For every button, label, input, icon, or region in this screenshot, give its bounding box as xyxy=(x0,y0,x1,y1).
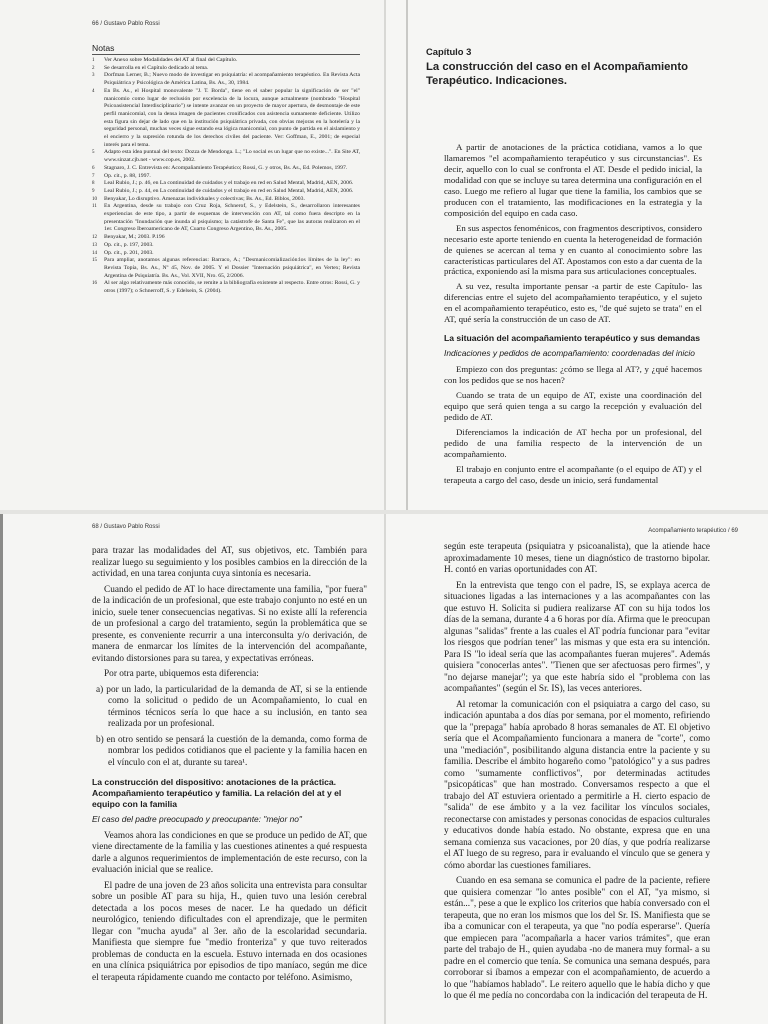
running-header: 66 / Gustavo Pablo Rossi xyxy=(92,21,160,27)
note-number: 7 xyxy=(92,173,95,179)
body-paragraph: A su vez, resulta importante pensar -a partir de este Capítulo- las diferencias entre el sujeto del acompañamiento terapéutico, y el sujeto en el acompañamiento terapéutico, esto es, "de qué sujeto se trata" en el AT, qué sería la construcción de un caso de AT. xyxy=(444,281,702,325)
note-text: Para ampliar, anotamos algunas referencias: Barraco, A.; "Desmanicomialización:los límites de la ley": en Revista Topía, Bs. As., Nº 45, Nov. de 2005. Y el Dossier "Internación psiquiátrica", en Vertex; Revista Argentina de Psiquiatría. Bs. As., Vol. XVII, Nro. 65, 2/2006. xyxy=(104,257,360,279)
body-paragraph: Diferenciamos la indicación de AT hecha por un profesional, del pedido de una familia respecto de la intervención de un acompañamiento. xyxy=(444,426,702,459)
note-text: Op. cit., p. 197, 2003. xyxy=(104,241,154,248)
note-number: 6 xyxy=(92,165,95,171)
body-paragraph: En sus aspectos fenoménicos, con fragmentos descriptivos, considero necesario este aporte teniendo en cuenta la heterogeneidad de formación de quienes se acercan al tema y en cuanto al conocimiento sobre las características particulares del AT. Apostamos con esto a dar cuenta de la práctica, exponiendo así la misma para sus articulaciones conceptuales. xyxy=(444,222,702,277)
running-header: Acompañamiento terapéutico / 69 xyxy=(648,528,738,534)
note-number: 1 xyxy=(92,58,95,63)
note-text: Leal Rubio, J.; p. 46, en La continuidad de cuidados y el trabajo en red en Salud Mental, Madrid, AEN, 2006. xyxy=(104,180,354,187)
note-number: 13 xyxy=(92,242,97,248)
scan-edge xyxy=(0,514,3,1024)
chapter-title: La construcción del caso en el Acompañamiento Terapéutico. Indicaciones. xyxy=(426,61,688,87)
note-text: Stagnaro, J. C. Entrevista en: Acompañamiento Terapéutico; Rossi, G. y otros, Bs. As., Ed. Polemos, 1997. xyxy=(104,164,348,171)
note-number: 4 xyxy=(92,88,95,94)
note-text: En Argentina, desde su trabajo con Cruz Roja, Schnerof, S., y Edelstein, S., desarrollaron interesantes experiencias de este tipo, a partir de esquemas de intervención con AT, tal como fuera descripto en la presentación "Inundación que inunda al psiquismo; la catástrofe de Santa Fe", que las autoras realizaron en el 1er. Congreso Iberoamericano de AT, Cuarto Congreso Argentino, Bs. As., 2005. xyxy=(104,203,360,233)
note-text: Al ser algo relativamente más conocido, se remite a la bibliografía existente al respecto. Entre otros: Rossi, G. y otros (1997); o Schnerroff, S. y Edelsein, S. (2004). xyxy=(104,280,360,295)
note-item xyxy=(92,234,360,242)
note-number: 8 xyxy=(92,181,95,187)
note-number: 2 xyxy=(92,65,95,71)
list-item: a) por un lado, la particularidad de la demanda de AT, si se la entiende como la solicitud o pedido de un Acompañamiento, lo cual en términos técnicos sería lo que hace a su inclusión, en tanto sea realizada por un profesional. xyxy=(96,684,367,729)
scan-edge xyxy=(406,0,408,510)
body-paragraph: El padre de una joven de 23 años solicita una entrevista para consultar sobre un posible AT para su hija, H., quien tuvo una lesión cerebral detectada a los pocos meses de nacer. Le ha quedado un déficit neurológico, teniendo dificultades con el aprendizaje, que le permiten llegar con "mucha ayuda" al 3er. año de la escolaridad secundaria. Manifiesta que siempre fue "medio fronteriza" y que tuvo reiterados problemas de conducta en la escuela. Estuvo internada en dos ocasiones en una clínica psiquiátrica por episodios de tipo maníaco, según me dice el terapeuta rápidamente cuando me contacto por teléfono. Asimismo, xyxy=(92,880,367,983)
page-67-body xyxy=(444,142,702,490)
note-number: 12 xyxy=(92,235,97,241)
note-item xyxy=(92,149,360,164)
note-number: 16 xyxy=(92,281,97,287)
body-paragraph: En la entrevista que tengo con el padre, IS, se explaya acerca de situaciones ligadas a las internaciones y a las acompañantes con las que estuvo H. Solicita si pudiera realizarse AT con su hija todos los días de la semana, durante 4 a 6 horas por día. Afirma que le preocupan algunas "salidas" frente a las cuales el AT podría funcionar para "evitar los riesgos que podrían tener" las mismas y que esta era su intención. Para IS "lo ideal sería que las acompañantes fueran mujeres". Además quisiera "conocerlas antes". "Tienen que ser afectuosas pero firmes", y "no dejarse manejar"; ya que este habría sido el "problema con las acompañantes" (según el Sr. IS), las veces anteriores. xyxy=(444,580,710,694)
note-item xyxy=(92,165,360,173)
note-item xyxy=(92,173,360,181)
note-item xyxy=(92,180,360,188)
note-item xyxy=(92,280,360,295)
chapter-heading xyxy=(426,46,726,88)
section-subheading: El caso del padre preocupado y preocupante: "mejor no" xyxy=(92,814,302,824)
section-heading: La situación del acompañamiento terapéutico y sus demandas xyxy=(444,333,700,344)
note-text: Benyakar, Lo disruptivo. Amenazas individuales y colectivas; Bs. As., Ed. Biblos, 2003. xyxy=(104,195,305,202)
body-paragraph: para trazar las modalidades del AT, sus objetivos, etc. También para realizar luego su seguimiento y los posibles cambios en la dirección de la actividad, en una tarea conjunta cuya sintonía es necesaria. xyxy=(92,546,367,579)
note-number: 9 xyxy=(92,188,95,194)
running-header: 68 / Gustavo Pablo Rossi xyxy=(92,524,160,530)
note-item xyxy=(92,57,360,65)
note-item xyxy=(92,242,360,250)
body-paragraph: Veamos ahora las condiciones en que se produce un pedido de AT, que viene directamente de la familia y las cuestiones atinentes a qué respuesta darle a algunos requerimientos de implementación de este recurso, con la evaluación inicial que se realice. xyxy=(92,830,367,875)
body-paragraph: Empiezo con dos preguntas: ¿cómo se llega al AT?, y ¿qué hacemos con los pedidos que se nos hacen? xyxy=(444,364,702,386)
note-number: 10 xyxy=(92,196,97,202)
page-69-body xyxy=(444,542,710,1007)
page-66 xyxy=(0,0,384,510)
body-paragraph: El trabajo en conjunto entre el acompañante (o el equipo de AT) y el terapeuta a cargo del caso, desde un inicio, será fundamental xyxy=(444,463,702,485)
note-number: 15 xyxy=(92,258,97,264)
note-text: Ver Anexo sobre Modalidades del AT al final del Capítulo. xyxy=(104,57,238,63)
body-paragraph: A partir de anotaciones de la práctica cotidiana, vamos a lo que llamaremos "el acompañamiento terapéutico y sus circunstancias". Es decir, aquello con lo cual se confronta el AT. Desde el pedido inicial, la modalidad con que se incluye su tarea determina una configuración en el caso. Luego me refiero al lugar que tiene la familia, los cambios que se producen con el tratamiento, las modificaciones en la estrategia y la composición del equipo en cada caso. xyxy=(444,142,702,218)
body-paragraph: Cuando se trata de un equipo de AT, existe una coordinación del equipo que será quien tenga a su cargo la recepción y evaluación del pedido de AT. xyxy=(444,390,702,423)
section-heading: La construcción del dispositivo: anotaciones de la práctica. Acompañamiento terapéutico y familia. La relación del at y el equipo con la familia xyxy=(92,777,342,809)
note-item xyxy=(92,203,360,234)
note-text: Se desarrolla en el Capítulo dedicado al tema. xyxy=(104,64,209,71)
note-text: Dorfman Lerner, B.; Nuevo modo de investigar en psiquiatría: el acompañamiento terapéutico. En Revista Acta Psiquiátrica y Psicológica de América Latina, Bs. As., 30, 1984. xyxy=(104,72,360,87)
body-paragraph: Cuando en esa semana se comunica el padre de la paciente, refiere que quisiera comenzar "lo antes posible" con el AT, "ya mismo, si están...", pese a que le explico los criterios que había conversado con el terapeuta, que no eran los mismos que los del Sr. IS. Manifiesta que se iba a comunicar con el terapeuta, ya que "no podía esperarse". Quería que empiecen para "acompañarla a hacer varios trámites", que eran parte del trabajo de H., quien ayudaba -no de manera muy formal- a su padre en el comercio que tenía. Se comunica una semana después, para corroborar si íbamos a empezar con el acompañamiento, de acuerdo a lo que "habíamos hablado". Le reitero aquello que le había dicho y que lo que él me pedía no concordaba con la indicación del terapeuta de H. xyxy=(444,876,710,1001)
note-number: 3 xyxy=(92,73,95,79)
note-number: 11 xyxy=(92,204,97,210)
body-paragraph: Cuando el pedido de AT lo hace directamente una familia, "por fuera" de la indicación de un profesional, que este trabajo conjunto no esté en un inicio, suele tener consecuencias negativas. Si no existe allí la referencia de un profesional a cargo del tratamiento, según la problemática que se presente, es conveniente recurrir a una interconsulta y/o derivación, de manera de enmarcar los límites de la intervención del acompañante, evitando distorsiones para su tarea, y expectativas erróneas. xyxy=(92,584,367,664)
note-item xyxy=(92,88,360,150)
notes-title: Notas xyxy=(92,43,115,53)
body-paragraph: Por otra parte, ubiquemos esta diferencia: xyxy=(104,669,259,679)
chapter-label: Capítulo 3 xyxy=(426,46,472,57)
body-paragraph: según este terapeuta (psiquiatra y psicoanalista), que la atiende hace aproximadamente 10 meses, tiene un diagnóstico de trastorno bipolar. H. contó en varias oportunidades con AT. xyxy=(444,542,710,575)
body-paragraph: Al retomar la comunicación con el psiquiatra a cargo del caso, su indicación apuntaba a dos días por semana, por el momento, refiriendo que la "prepaga" había aprobado 8 horas semanales de AT. El objetivo sería que el Acompañamiento funcionara a manera de "corte", como una "mediación", posibilitando alguna distancia entre la paciente y su familia. Describe el ámbito hogareño como "patológico" y a sus padres como "sumamente conflictivos", por determinadas actitudes "psicopáticas" que han mostrado. Conversamos respecto a que el trabajo del AT estuviera orientado a permitirle a H. cierto espacio de "salida" de ese ámbito y a la vez facilitar los vínculos sociales, reconectarse con amistades y personas conocidas de espacios culturales y educativos donde había estado. No obstante, expresa que en una semana comienza sus vacaciones, por 20 días, y que podría realizarse el AT luego de su regreso, para ir evaluando el vínculo que se genera y cómo abordar las cuestiones familiares. xyxy=(444,699,710,871)
note-text: Leal Rubio, J.; p. 44, en La continuidad de cuidados y el trabajo en red en Salud Mental, Madrid, AEN, 2006. xyxy=(104,187,354,194)
note-number: 14 xyxy=(92,250,97,256)
note-text: En Bs. As., el Hospital monovalente "J. T. Borda", tiene en el saber popular la significación de ser "el" manicomio como lugar de reclusión por excelencia de la locura, aunque actualmente (nombrado "Hospital Psicoasistencial Interdisciplinario") se intente avanzar en un proyecto de mayor apertura, de desmontaje de este perfil manicomial, con la densa imagen de pacientes cronificados con asistencia sumamente deficiente. Utilizo esta figura sin dejar de lado que en la institución psiquiátrica privada, con obvias mejoras en la hotelería y la seguridad personal, muchas veces sigue estando esa lógica manicomial, con punto de partida en el aislamiento y el encierro y la supresión rotunda de los derechos civiles del paciente. Ver: Goffman, E., 2001; de especial interés para el tema. xyxy=(104,87,360,148)
note-text: Op. cit., p. 88, 1997. xyxy=(104,172,151,179)
notes-divider xyxy=(92,54,360,55)
note-item xyxy=(92,72,360,87)
note-text: Adapto esta idea puntual del texto: Dozza de Mendonga. L.; "Lo social es un lugar que no existe...". En Site AT, www.sinzat.cjb.net - www.cop.es, 2002. xyxy=(104,149,360,164)
list-item: b) en otro sentido se pensará la cuestión de la demanda, como forma de nombrar los pedidos cotidianos que el paciente y la familia hacen en el vínculo con el at, durante su tarea¹. xyxy=(96,734,367,768)
note-item xyxy=(92,188,360,196)
note-text: Benyakar, M.; 2003. P.196 xyxy=(104,234,165,241)
section-subheading: Indicaciones y pedidos de acompañamiento: coordenadas del inicio xyxy=(444,348,695,359)
notes-list xyxy=(92,57,360,296)
note-number: 5 xyxy=(92,150,95,156)
page-68-body xyxy=(92,546,367,988)
note-item xyxy=(92,257,360,280)
note-text: Op. cit., p. 201, 2003. xyxy=(104,249,154,256)
